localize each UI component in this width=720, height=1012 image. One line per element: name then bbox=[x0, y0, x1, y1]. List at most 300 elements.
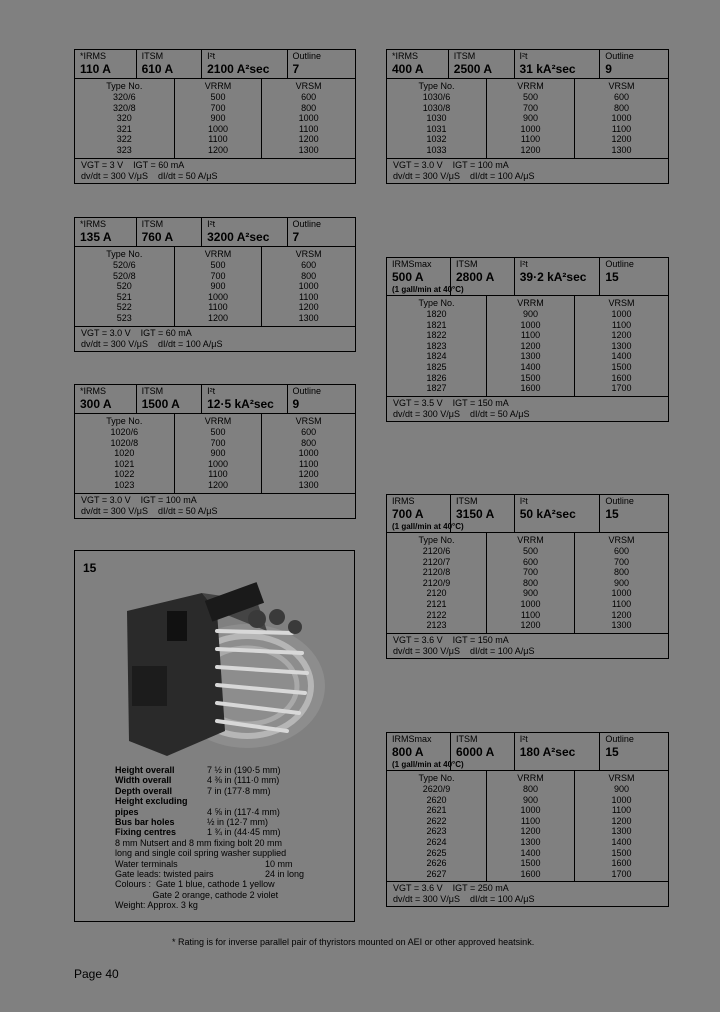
table-cell: 1200 bbox=[520, 340, 541, 351]
table-cell: 1300 bbox=[298, 479, 319, 490]
spec-value: 10 mm bbox=[265, 858, 293, 869]
table-footer bbox=[75, 494, 355, 518]
header-label: ITSM bbox=[456, 496, 478, 506]
table-cell: 500 bbox=[210, 427, 226, 437]
table-cell: 1100 bbox=[208, 302, 228, 313]
column-header: Type No. bbox=[418, 773, 455, 783]
header-value: 50 kA²sec bbox=[519, 507, 576, 521]
table-column bbox=[387, 533, 487, 633]
header-value: 1500 A bbox=[141, 397, 180, 411]
page-number: Page 40 bbox=[74, 967, 119, 981]
table-cell: 1000 bbox=[298, 448, 319, 459]
spec-key: Fixing centres bbox=[115, 827, 177, 838]
table-cell: 1200 bbox=[207, 479, 228, 490]
footer-line: dv/dt = 300 V/μS dI/dt = 100 A/μS bbox=[81, 338, 223, 349]
header-value: 39·2 kA²sec bbox=[519, 270, 587, 284]
header-value: 6000 A bbox=[456, 745, 495, 759]
header-value: 610 A bbox=[141, 62, 174, 76]
header-value: 760 A bbox=[141, 230, 174, 244]
spec-key: Water terminals bbox=[115, 858, 178, 869]
header-value: 12·5 kA²sec bbox=[207, 397, 274, 411]
table-cell: 1000 bbox=[207, 123, 228, 134]
rating-table-135a bbox=[74, 217, 356, 352]
header-cell bbox=[387, 258, 464, 295]
table-cell: 1100 bbox=[611, 598, 632, 609]
header-cell bbox=[600, 733, 668, 770]
table-cell: 320 bbox=[116, 113, 132, 124]
table-column bbox=[487, 771, 575, 881]
header-label: I²t bbox=[519, 51, 528, 61]
table-cell: 2121 bbox=[426, 598, 447, 609]
table-cell: 320/8 bbox=[113, 102, 136, 113]
spec-value: ½ in (12·7 mm) bbox=[207, 817, 269, 828]
table-cell: 1824 bbox=[426, 351, 447, 362]
table-cell: 1500 bbox=[520, 372, 541, 383]
table-cell: 1200 bbox=[298, 134, 319, 145]
table-cell: 521 bbox=[116, 291, 132, 302]
column-header: VRRM bbox=[517, 773, 544, 783]
spec-key: Depth overall bbox=[115, 785, 173, 796]
header-label: Outline bbox=[292, 386, 322, 396]
header-label: I²t bbox=[207, 51, 216, 61]
header-cell bbox=[387, 733, 464, 770]
table-column bbox=[575, 296, 668, 396]
table-cell: 1827 bbox=[426, 383, 447, 394]
table-cell: 500 bbox=[210, 260, 226, 270]
header-cell bbox=[515, 258, 601, 295]
table-cell: 1100 bbox=[208, 134, 228, 145]
table-cell: 900 bbox=[522, 309, 539, 319]
table-cell: 321 bbox=[116, 123, 132, 134]
spec-row bbox=[115, 890, 353, 900]
table-cell: 2122 bbox=[426, 609, 447, 620]
column-header: VRRM bbox=[517, 298, 544, 308]
table-cell: 2626 bbox=[426, 858, 447, 869]
header-value: 135 A bbox=[80, 230, 112, 244]
table-cell: 1000 bbox=[520, 805, 541, 816]
spec-row bbox=[115, 900, 353, 910]
footer-line: dv/dt = 300 V/μS dI/dt = 50 A/μS bbox=[393, 408, 530, 419]
table-cell: 520 bbox=[116, 281, 132, 292]
table-cell: 1100 bbox=[208, 469, 228, 480]
table-column bbox=[175, 79, 263, 158]
table-header bbox=[387, 495, 668, 533]
header-cell bbox=[202, 385, 287, 413]
table-cell: 1300 bbox=[611, 620, 632, 631]
spec-row bbox=[115, 859, 353, 869]
table-cell: 1023 bbox=[114, 479, 135, 490]
table-cell: 1823 bbox=[426, 340, 447, 351]
spec-value: 24 in long bbox=[265, 869, 305, 880]
table-cell: 900 bbox=[210, 113, 226, 124]
spec-key: Gate leads: twisted pairs bbox=[115, 869, 214, 880]
header-label: I²t bbox=[519, 259, 528, 269]
spec-row bbox=[115, 807, 353, 817]
header-label: Outline bbox=[605, 259, 634, 269]
table-cell: 2620/9 bbox=[422, 784, 451, 794]
table-cell: 600 bbox=[522, 556, 539, 567]
spec-row bbox=[115, 796, 353, 806]
footer-line: dv/dt = 300 V/μS dI/dt = 50 A/μS bbox=[81, 170, 218, 181]
spec-row bbox=[115, 765, 353, 775]
header-cell bbox=[288, 218, 356, 246]
table-column bbox=[487, 296, 575, 396]
table-cell: 2120/7 bbox=[422, 556, 451, 567]
table-cell: 520/8 bbox=[113, 270, 136, 281]
header-value: 7 bbox=[292, 62, 300, 76]
header-cell bbox=[137, 385, 203, 413]
column-header: VRSM bbox=[295, 249, 322, 259]
table-cell: 1200 bbox=[611, 134, 632, 145]
table-column bbox=[575, 79, 668, 158]
column-header: VRRM bbox=[204, 81, 232, 91]
header-label: *IRMS bbox=[392, 51, 419, 61]
column-header: Type No. bbox=[418, 298, 455, 308]
header-cell bbox=[288, 50, 356, 78]
header-value: 2800 A bbox=[456, 270, 495, 284]
header-label: ITSM bbox=[141, 51, 164, 61]
spec-value: 7 ½ in (190·5 mm) bbox=[207, 765, 281, 775]
table-cell: 500 bbox=[522, 92, 539, 102]
header-label: ITSM bbox=[456, 734, 478, 744]
table-cell: 1200 bbox=[520, 826, 541, 837]
table-cell: 600 bbox=[613, 92, 630, 102]
column-header: Type No. bbox=[418, 535, 455, 545]
table-cell: 800 bbox=[613, 567, 630, 578]
table-cell: 2624 bbox=[426, 836, 447, 847]
column-header: VRSM bbox=[295, 416, 322, 426]
table-cell: 1600 bbox=[611, 858, 632, 869]
table-column bbox=[75, 79, 175, 158]
footer-line: VGT = 3.0 V IGT = 100 mA bbox=[81, 494, 197, 505]
table-cell: 1030/6 bbox=[422, 92, 451, 102]
header-label: ITSM bbox=[453, 51, 476, 61]
footer-line: VGT = 3.5 V IGT = 150 mA bbox=[393, 397, 509, 408]
spec-key: Width overall bbox=[115, 775, 172, 786]
table-cell: 1000 bbox=[520, 123, 541, 134]
header-cell bbox=[288, 385, 356, 413]
table-cell: 522 bbox=[116, 302, 132, 313]
header-cell bbox=[600, 258, 668, 295]
spec-key: Weight: Approx. 3 kg bbox=[115, 900, 198, 911]
table-cell: 800 bbox=[522, 784, 539, 794]
table-cell: 523 bbox=[116, 312, 132, 323]
table-cell: 520/6 bbox=[113, 260, 136, 270]
table-cell: 700 bbox=[522, 102, 539, 113]
table-body bbox=[387, 771, 668, 882]
table-cell: 1600 bbox=[520, 868, 541, 879]
table-column bbox=[262, 414, 355, 493]
table-column bbox=[387, 771, 487, 881]
header-value: 700 A bbox=[392, 507, 424, 521]
table-cell: 1100 bbox=[611, 123, 632, 134]
header-label: I²t bbox=[519, 496, 528, 506]
header-cell bbox=[75, 385, 137, 413]
header-cell bbox=[387, 50, 449, 78]
header-cell bbox=[202, 50, 287, 78]
table-body bbox=[75, 247, 355, 327]
header-cell bbox=[75, 218, 137, 246]
table-cell: 1022 bbox=[114, 469, 135, 480]
table-cell: 1600 bbox=[520, 383, 541, 394]
spec-row bbox=[115, 827, 353, 837]
table-cell: 1000 bbox=[207, 458, 228, 469]
header-value: 9 bbox=[605, 62, 612, 76]
table-cell: 700 bbox=[210, 437, 226, 448]
table-cell: 2123 bbox=[426, 620, 447, 631]
table-column bbox=[575, 771, 668, 881]
header-value: 800 A bbox=[392, 745, 424, 759]
header-label: *IRMS bbox=[80, 51, 107, 61]
outline-15-panel bbox=[74, 550, 355, 922]
table-cell: 600 bbox=[613, 546, 630, 556]
table-cell: 1000 bbox=[611, 794, 632, 805]
header-value: 3200 A²sec bbox=[207, 230, 270, 244]
table-cell: 600 bbox=[301, 427, 317, 437]
header-value: 2500 A bbox=[453, 62, 493, 76]
table-cell: 1100 bbox=[520, 609, 541, 620]
table-cell: 2620 bbox=[426, 794, 447, 805]
header-cell bbox=[387, 495, 464, 532]
header-label: Outline bbox=[605, 734, 634, 744]
table-column bbox=[175, 414, 263, 493]
table-footer bbox=[387, 882, 668, 906]
table-column bbox=[487, 533, 575, 633]
table-cell: 800 bbox=[522, 577, 539, 588]
table-cell: 1200 bbox=[207, 312, 228, 323]
table-cell: 1200 bbox=[611, 609, 632, 620]
header-label: I²t bbox=[207, 219, 216, 229]
header-subnote: (1 gall/min at 40°C) bbox=[392, 760, 464, 769]
table-cell: 1200 bbox=[520, 144, 541, 155]
header-label: Outline bbox=[605, 496, 634, 506]
table-cell: 1020 bbox=[114, 448, 135, 459]
header-label: ITSM bbox=[141, 219, 164, 229]
table-cell: 1200 bbox=[298, 302, 319, 313]
table-cell: 323 bbox=[116, 144, 132, 155]
thyristor-assembly-photo bbox=[107, 571, 347, 766]
header-value: 15 bbox=[605, 507, 619, 521]
table-header bbox=[75, 50, 355, 79]
header-value: 300 A bbox=[80, 397, 112, 411]
table-cell: 2621 bbox=[426, 805, 447, 816]
header-label: Outline bbox=[292, 51, 322, 61]
footer-line: VGT = 3.0 V IGT = 60 mA bbox=[81, 327, 192, 338]
table-cell: 1033 bbox=[426, 144, 447, 155]
table-cell: 500 bbox=[210, 92, 226, 102]
table-cell: 1100 bbox=[611, 805, 632, 816]
rating-table-400a bbox=[386, 49, 669, 184]
table-cell: 1100 bbox=[298, 458, 319, 469]
table-column bbox=[262, 247, 355, 326]
column-header: VRRM bbox=[204, 416, 232, 426]
table-column bbox=[387, 296, 487, 396]
spec-value: 1 ¾ in (44·45 mm) bbox=[207, 827, 281, 838]
table-cell: 800 bbox=[613, 102, 630, 113]
table-body bbox=[75, 79, 355, 159]
table-cell: 1500 bbox=[520, 858, 541, 869]
header-label: Outline bbox=[605, 51, 634, 61]
column-header: VRRM bbox=[517, 81, 544, 91]
column-header: VRSM bbox=[608, 535, 635, 545]
footer-line: VGT = 3.6 V IGT = 250 mA bbox=[393, 883, 509, 894]
header-value: 180 A²sec bbox=[519, 745, 576, 759]
header-label: *IRMS bbox=[80, 219, 107, 229]
table-cell: 1000 bbox=[298, 281, 319, 292]
header-value: 15 bbox=[605, 270, 619, 284]
table-footer bbox=[387, 397, 668, 421]
table-cell: 600 bbox=[301, 260, 317, 270]
table-cell: 2120/6 bbox=[422, 546, 451, 556]
spec-row bbox=[115, 817, 353, 827]
column-header: VRSM bbox=[608, 773, 635, 783]
outline-number: 15 bbox=[83, 561, 97, 575]
spec-key: Gate 2 orange, cathode 2 violet bbox=[115, 889, 279, 900]
header-cell bbox=[515, 733, 601, 770]
table-column bbox=[175, 247, 263, 326]
table-cell: 1826 bbox=[426, 372, 447, 383]
table-header bbox=[387, 50, 668, 79]
table-cell: 1400 bbox=[520, 361, 541, 372]
table-cell: 2622 bbox=[426, 815, 447, 826]
table-column bbox=[387, 79, 487, 158]
table-header bbox=[387, 258, 668, 296]
header-value: 9 bbox=[292, 397, 300, 411]
table-header bbox=[75, 218, 355, 247]
spec-row bbox=[115, 879, 353, 889]
header-cell bbox=[515, 50, 601, 78]
table-cell: 1031 bbox=[426, 123, 447, 134]
spec-key: Height excluding bbox=[115, 796, 188, 807]
column-header: VRRM bbox=[204, 249, 232, 259]
rating-footnote: * Rating is for inverse parallel pair of thyristors mounted on AEI or other approved heatsink. bbox=[172, 937, 535, 947]
table-cell: 600 bbox=[301, 92, 317, 102]
rating-table-800a bbox=[386, 732, 669, 907]
table-cell: 900 bbox=[210, 448, 226, 459]
table-cell: 1300 bbox=[520, 351, 541, 362]
table-cell: 1200 bbox=[611, 815, 632, 826]
table-footer bbox=[75, 327, 355, 351]
table-cell: 1000 bbox=[520, 598, 541, 609]
rating-table-500a bbox=[386, 257, 669, 422]
table-body bbox=[387, 533, 668, 634]
spec-value: 4 ⅜ in (111·0 mm) bbox=[207, 775, 280, 786]
header-label: IRMSmax bbox=[392, 259, 432, 269]
header-label: I²t bbox=[519, 734, 528, 744]
table-cell: 900 bbox=[522, 794, 539, 805]
table-cell: 1300 bbox=[520, 836, 541, 847]
header-subnote: (1 gall/min at 40°C) bbox=[392, 285, 464, 294]
table-cell: 1000 bbox=[298, 113, 319, 124]
footer-line: VGT = 3.0 V IGT = 100 mA bbox=[393, 159, 509, 170]
table-cell: 1600 bbox=[611, 372, 632, 383]
spec-key: Bus bar holes bbox=[115, 817, 175, 828]
table-cell: 1030/8 bbox=[422, 102, 451, 113]
table-cell: 1500 bbox=[611, 361, 632, 372]
table-cell: 1100 bbox=[298, 291, 319, 302]
table-cell: 900 bbox=[210, 281, 226, 292]
column-header: VRSM bbox=[295, 81, 322, 91]
spec-note: 8 mm Nutsert and 8 mm fixing bolt 20 mm bbox=[115, 837, 283, 848]
header-label: I²t bbox=[207, 386, 216, 396]
spec-row bbox=[115, 869, 353, 879]
spec-key: Height overall bbox=[115, 765, 175, 775]
table-cell: 900 bbox=[613, 784, 630, 794]
header-cell bbox=[137, 218, 203, 246]
header-value: 7 bbox=[292, 230, 300, 244]
table-cell: 1100 bbox=[611, 319, 632, 330]
table-body bbox=[387, 79, 668, 159]
table-cell: 1400 bbox=[611, 351, 632, 362]
table-cell: 1300 bbox=[298, 312, 319, 323]
table-column bbox=[575, 533, 668, 633]
spec-value: 4 ⅝ in (117·4 mm) bbox=[207, 806, 280, 817]
table-cell: 1020/6 bbox=[110, 427, 139, 437]
table-cell: 1100 bbox=[520, 330, 541, 341]
header-value: 500 A bbox=[392, 270, 424, 284]
table-cell: 1700 bbox=[611, 868, 632, 879]
table-cell: 1100 bbox=[520, 134, 541, 145]
spec-row bbox=[115, 786, 353, 796]
header-value: 3150 A bbox=[456, 507, 495, 521]
table-cell: 1100 bbox=[520, 815, 541, 826]
table-body bbox=[387, 296, 668, 397]
table-cell: 1825 bbox=[426, 361, 447, 372]
rating-table-300a bbox=[74, 384, 356, 519]
table-column bbox=[75, 247, 175, 326]
table-body bbox=[75, 414, 355, 494]
footer-line: dv/dt = 300 V/μS dI/dt = 50 A/μS bbox=[81, 505, 218, 516]
table-cell: 2120/9 bbox=[422, 577, 451, 588]
header-label: ITSM bbox=[456, 259, 478, 269]
table-cell: 700 bbox=[522, 567, 539, 578]
table-cell: 800 bbox=[301, 270, 317, 281]
column-header: VRSM bbox=[608, 81, 635, 91]
table-cell: 1300 bbox=[298, 144, 319, 155]
table-column bbox=[75, 414, 175, 493]
table-cell: 1000 bbox=[611, 113, 632, 124]
table-cell: 1020/8 bbox=[110, 437, 139, 448]
table-cell: 1000 bbox=[207, 291, 228, 302]
table-cell: 2120 bbox=[426, 588, 447, 599]
table-cell: 1200 bbox=[207, 144, 228, 155]
table-cell: 1030 bbox=[426, 113, 447, 124]
table-column bbox=[262, 79, 355, 158]
header-value: 31 kA²sec bbox=[519, 62, 576, 76]
header-cell bbox=[449, 50, 515, 78]
footer-line: VGT = 3 V IGT = 60 mA bbox=[81, 159, 185, 170]
table-cell: 1300 bbox=[611, 340, 632, 351]
table-cell: 322 bbox=[116, 134, 132, 145]
outline-specs bbox=[115, 765, 353, 911]
table-cell: 2623 bbox=[426, 826, 447, 837]
table-cell: 1820 bbox=[426, 309, 447, 319]
table-cell: 900 bbox=[522, 588, 539, 599]
column-header: Type No. bbox=[106, 416, 143, 426]
header-cell bbox=[600, 495, 668, 532]
footer-line: dv/dt = 300 V/μS dI/dt = 100 A/μS bbox=[393, 894, 535, 905]
table-cell: 800 bbox=[301, 437, 317, 448]
spec-key: pipes bbox=[115, 806, 139, 817]
header-cell bbox=[515, 495, 601, 532]
column-header: Type No. bbox=[418, 81, 455, 91]
header-cell bbox=[202, 218, 287, 246]
table-cell: 2625 bbox=[426, 847, 447, 858]
table-cell: 1000 bbox=[611, 309, 632, 319]
table-cell: 1000 bbox=[611, 588, 632, 599]
header-value: 400 A bbox=[392, 62, 424, 76]
table-cell: 1500 bbox=[611, 847, 632, 858]
